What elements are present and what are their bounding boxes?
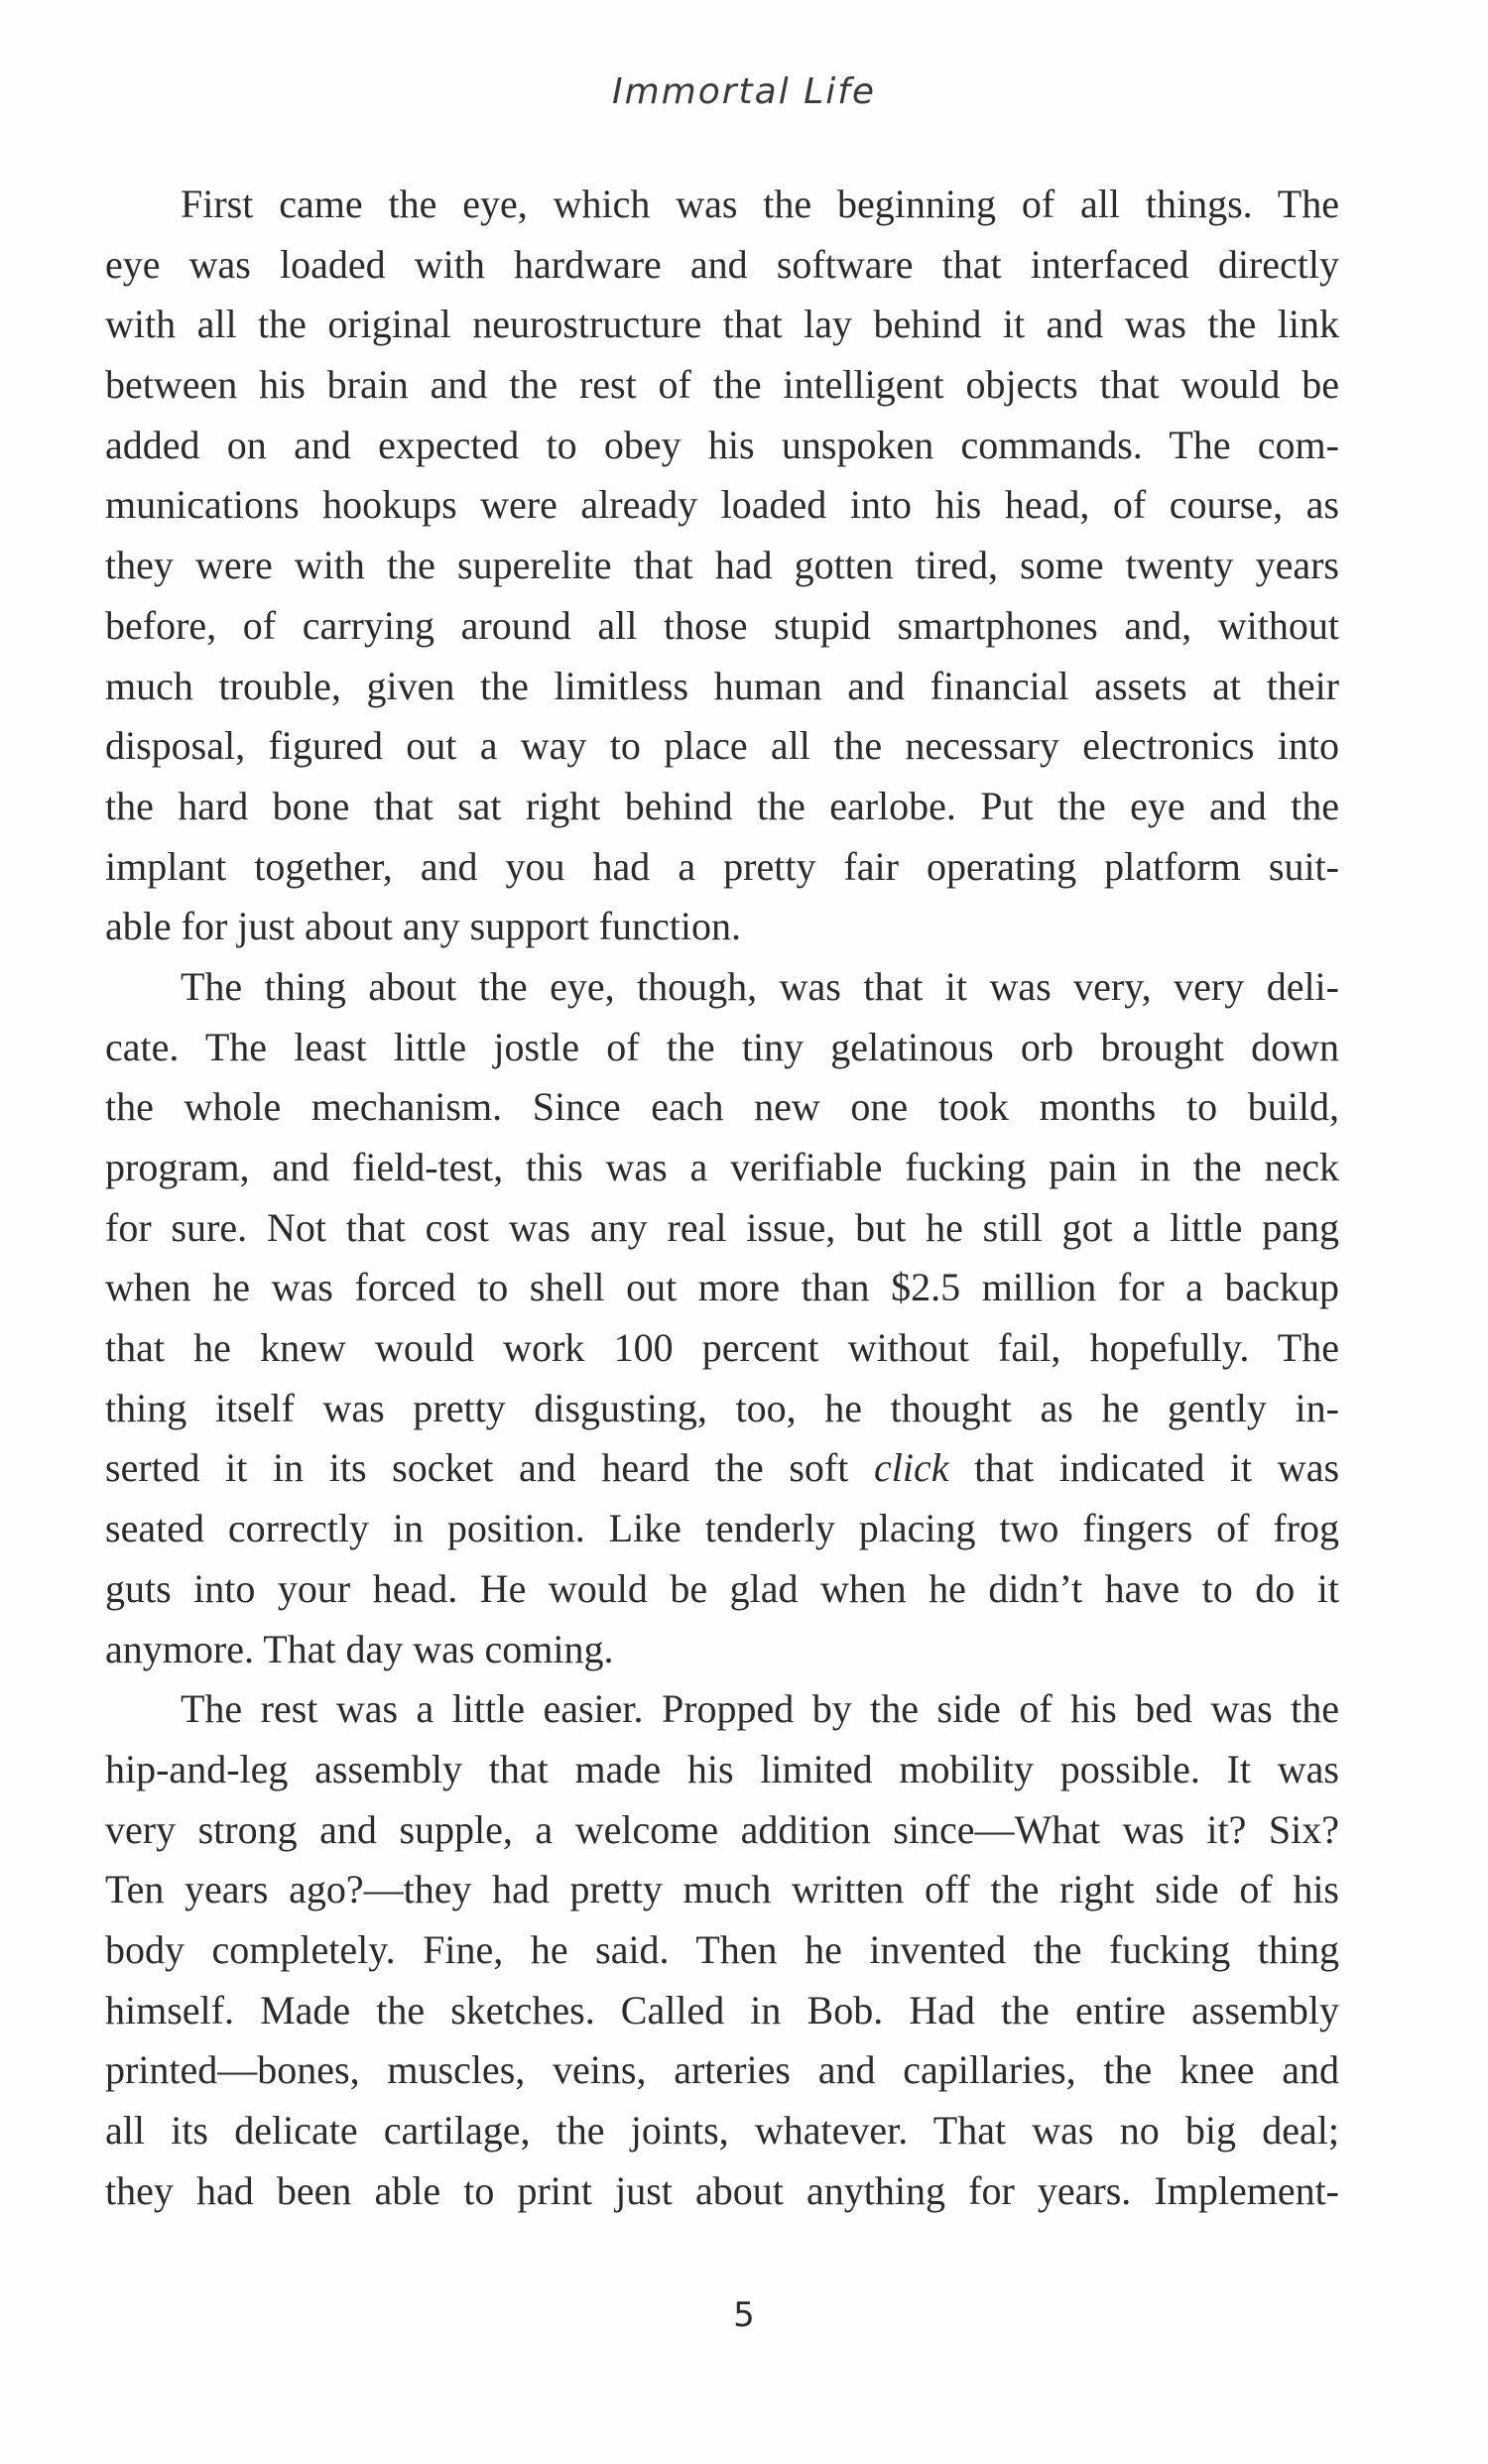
text-line: hip-and-leg assembly that made his limited mobility possible. It was [105,1746,1339,1791]
text-line: all its delicate cartilage, the joints, whatever. That was no big deal; [105,2108,1339,2153]
text-line: thing itself was pretty disgusting, too, he thought as he gently in- [105,1385,1339,1430]
text-line: munications hookups were already loaded into his head, of course, as [105,482,1339,528]
text-line: guts into your head. He would be glad when he didn’t have to do it [105,1565,1339,1611]
text-line: First came the eye, which was the beginning of all things. The [181,182,1339,226]
text-line: disposal, figured out a way to place all the necessary electronics into [105,723,1339,769]
text-segment: serted it in its socket and heard the soft [105,1445,874,1491]
text-line: before, of carrying around all those stupid smartphones and, without [105,602,1339,648]
text-line: much trouble, given the limitless human and financial assets at their [105,663,1339,708]
text-line: able for just about any support function. [105,904,741,949]
text-line: the hard bone that sat right behind the earlobe. Put the eye and the [105,783,1339,828]
text-line: that he knew would work 100 percent without fail, hopefully. The [105,1325,1339,1371]
text-line: implant together, and you had a pretty fair operating platform suit- [105,843,1339,889]
text-line: the whole mechanism. Since each new one took months to build, [105,1084,1339,1130]
text-line: The thing about the eye, though, was that it was very, very deli- [181,963,1339,1009]
text-line: seated correctly in position. Like tenderly placing two fingers of frog [105,1506,1339,1551]
text-line: eye was loaded with hardware and software that interfaced directly [105,241,1339,287]
text-line: printed—bones, muscles, veins, arteries and capillaries, the knee and [105,2047,1339,2093]
text-line: program, and field-test, this was a verifiable fucking pain in the neck [105,1145,1339,1189]
body-text [105,175,1339,2221]
text-line: Ten years ago?—they had pretty much written off the right side of his [105,1867,1339,1912]
text-line: between his brain and the rest of the intelligent objects that would be [105,362,1339,408]
paragraph-2 [105,957,1339,1679]
paragraph-1 [105,175,1339,957]
text-line: for sure. Not that cost was any real issue, but he still got a little pang [105,1204,1339,1250]
paragraph-3 [105,1679,1339,2221]
text-line: very strong and supple, a welcome addition since—What was it? Six? [105,1806,1339,1852]
text-line: The rest was a little easier. Propped by the side of his bed was the [181,1686,1339,1732]
text-line-with-italic [105,1438,1339,1499]
text-line: himself. Made the sketches. Called in Bob. Had the entire assembly [105,1987,1339,2033]
text-line: they were with the superelite that had gotten tired, some twenty years [105,543,1339,588]
text-line: cate. The least little jostle of the tiny gelatinous orb brought down [105,1024,1339,1069]
page-number: 5 [733,2295,755,2335]
running-head: Immortal Life [611,71,877,112]
text-line: body completely. Fine, he said. Then he invented the fucking thing [105,1926,1339,1972]
text-line: with all the original neurostructure that lay behind it and was the link [105,302,1339,347]
text-line: added on and expected to obey his unspoken commands. The com- [105,422,1339,467]
text-line: anymore. That day was coming. [105,1626,614,1671]
text-line: they had been able to print just about anything for years. Implement- [105,2167,1339,2213]
text-segment: that indicated it was [948,1445,1340,1491]
text-line: when he was forced to shell out more than $2.5 million for a backup [105,1265,1339,1310]
italic-word: click [873,1445,949,1491]
